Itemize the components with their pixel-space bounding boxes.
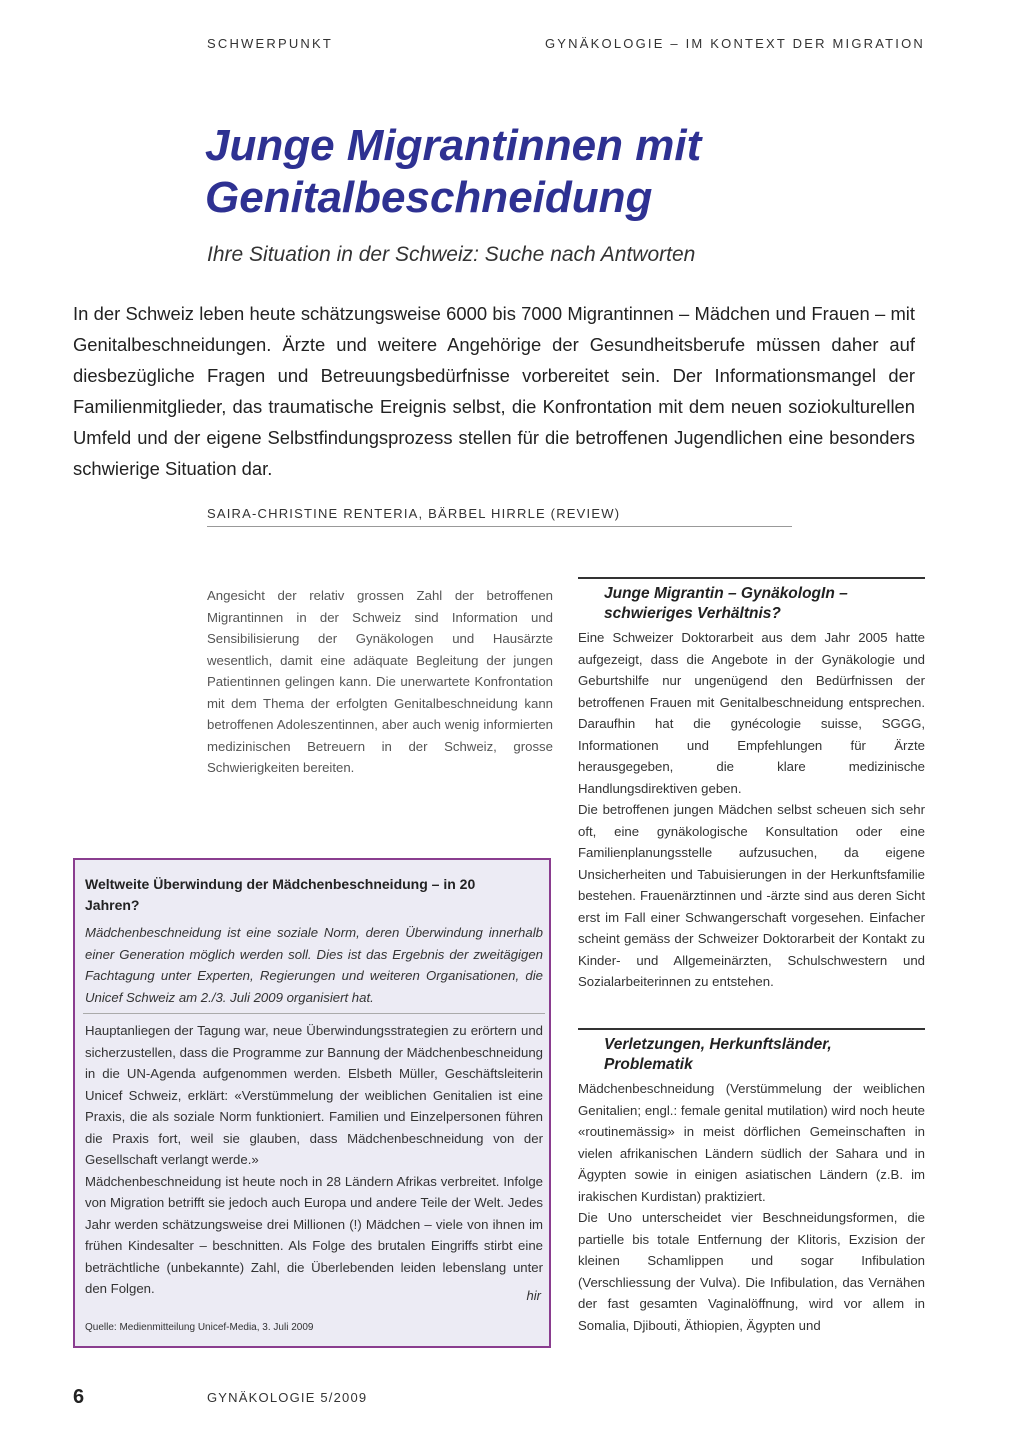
section-2-heading xyxy=(604,1035,924,1075)
section-1-divider xyxy=(578,577,925,579)
section-2-heading-line-1: Verletzungen, Herkunftsländer, xyxy=(604,1036,832,1053)
running-header-section: SCHWERPUNKT xyxy=(207,36,334,51)
section-2-paragraph-2: Die Uno unterscheidet vier Beschneidungsformen, die partielle bis totale Entfernung der Klitoris, Exzision der kleinen Schamlippen und sogar Infibulation (Verschliessung der Vulva). Die Infibulation, das Vernähen der fast gesamten Vaginalöffnung, wird vor allem in Somalia, Djibouti, Äthiopien, Ägypten und xyxy=(578,1210,925,1333)
section-2-divider xyxy=(578,1028,925,1030)
section-2-heading-line-2: Problematik xyxy=(604,1056,693,1073)
section-1-body xyxy=(578,627,925,993)
journal-issue: GYNÄKOLOGIE 5/2009 xyxy=(207,1390,368,1405)
info-box xyxy=(73,858,551,1348)
lead-paragraph: In der Schweiz leben heute schätzungsweise 6000 bis 7000 Migrantinnen – Mädchen und Frauen – mit Genitalbeschneidungen. Ärzte und weitere Angehörige der Gesundheitsberufe müssen daher auf diesbezügliche Fragen und Betreuungsbedürfnisse vorbereitet sein. Der Informationsmangel der Familienmitglieder, das traumatische Ereignis selbst, die Konfrontation mit dem neuen soziokulturellen Umfeld und der eigene Selbstfindungsprozess stellen für die betroffenen Jugendlichen eine besonders schwierige Situation dar. xyxy=(73,303,915,479)
section-1-heading-line-1: Junge Migrantin – GynäkologIn – xyxy=(604,585,848,602)
info-box-title: Weltweite Überwindung der Mädchenbeschneidung – in 20 Jahren? xyxy=(85,876,476,913)
section-1-heading-line-2: schwieriges Verhältnis? xyxy=(604,605,781,622)
info-box-body xyxy=(85,1020,543,1300)
section-1-paragraph-2: Die betroffenen jungen Mädchen selbst scheuen sich sehr oft, eine gynäkologische Konsultation oder eine Familienplanungsstelle aufzusuchen, da eigene Unsicherheiten und Tabuisierungen in der Herkunftsfamilie bestehen. Frauenärztinnen und -ärzte sind aus deren Sicht erst im Fall einer Schwangerschaft vorgesehen. Einfacher scheint gemäss der Schweizer Doktorarbeit der Kontakt zu Kinder- und Allgemeinärzten, Schulschwestern und Sozialarbeiterinnen zu entstehen. xyxy=(578,802,925,989)
info-box-paragraph-2: Mädchenbeschneidung ist heute noch in 28 Ländern Afrikas verbreitet. Infolge von Migration betrifft sie jedoch auch Europa und andere Teile der Welt. Jedes Jahr werden schätzungsweise drei Millionen (!) Mädchen – viele von ihnen im frühen Kindesalter – beschnitten. Als Folge des brutalen Eingriffs stirbt eine beträchtliche (unbekannte) Zahl, die Überlebenden leiden lebenslang unter den Folgen. xyxy=(85,1173,543,1296)
article-subtitle: Ihre Situation in der Schweiz: Suche nach Antworten xyxy=(207,243,696,266)
info-box-paragraph-1: Hauptanliegen der Tagung war, neue Überwindungsstrategien zu erörtern und sicherzustellen, dass die Programme zur Bannung der Mädchenbeschneidung in die UN-Agenda aufgenommen werden. Elsbeth Müller, Geschäftsleiterin Unicef Schweiz, erklärt: «Verstümmelung der weiblichen Genitalien ist eine Praxis, die als soziale Norm funktioniert. Familien und Einzelpersonen führen die Praxis fort, weil sie glauben, dass Mädchenbeschneidung von der Gesellschaft verlangt werde.» xyxy=(85,1023,543,1167)
running-header-topic: GYNÄKOLOGIE – IM KONTEXT DER MIGRATION xyxy=(545,36,925,51)
section-1-heading xyxy=(604,584,924,624)
article-title xyxy=(205,120,925,224)
info-box-signature: hir xyxy=(526,1288,541,1303)
page-number: 6 xyxy=(73,1386,85,1408)
section-1-paragraph-1: Eine Schweizer Doktorarbeit aus dem Jahr 2005 hatte aufgezeigt, dass die Angebote in der Gynäkologie und Geburtshilfe nur ungenügend den Bedürfnissen der betroffenen Frauen mit Genitalbeschneidung entsprechen. Daraufhin hat die gynécologie suisse, SGGG, Informationen und Empfehlungen für Ärzte herausgegeben, die klare medizinische Handlungsdirektiven geben. xyxy=(578,630,925,796)
info-box-source: Quelle: Medienmitteilung Unicef-Media, 3. Juli 2009 xyxy=(85,1322,314,1333)
author-line: SAIRA-CHRISTINE RENTERIA, BÄRBEL HIRRLE (REVIEW) xyxy=(207,506,621,521)
author-divider xyxy=(207,526,792,527)
info-box-divider xyxy=(83,1013,545,1014)
intro-paragraph: Angesicht der relativ grossen Zahl der betroffenen Migrantinnen in der Schweiz sind Information und Sensibilisierung der Gynäkologen und Hausärzte wesentlich, damit eine adäquate Begleitung der jungen Patientinnen gelingen kann. Die unerwartete Konfrontation mit dem Thema der erfolgten Genitalbeschneidung kann betroffenen Adoleszentinnen, aber auch wenig informierten medizinischen Betreuern in der Schweiz, grosse Schwierigkeiten bereiten. xyxy=(207,588,553,775)
article-title-line-1: Junge Migrantinnen mit xyxy=(205,121,702,170)
section-2-paragraph-1: Mädchenbeschneidung (Verstümmelung der weiblichen Genitalien; engl.: female genital mutilation) wird noch heute «routinemässig» in meist dörflichen Gemeinschaften in vielen afrikanischen Ländern südlich der Sahara und in Ägypten sowie in einigen asiatischen Ländern (z.B. im irakischen Kurdistan) praktiziert. xyxy=(578,1081,925,1204)
info-box-intro: Mädchenbeschneidung ist eine soziale Norm, deren Überwindung innerhalb einer Generation möglich werden soll. Dies ist das Ergebnis der zweitägigen Fachtagung unter Experten, Regierungen und weiteren Organisationen, die Unicef Schweiz am 2./3. Juli 2009 organisiert hat. xyxy=(85,925,543,1005)
article-title-line-2: Genitalbeschneidung xyxy=(205,173,653,222)
section-2-body xyxy=(578,1078,925,1336)
